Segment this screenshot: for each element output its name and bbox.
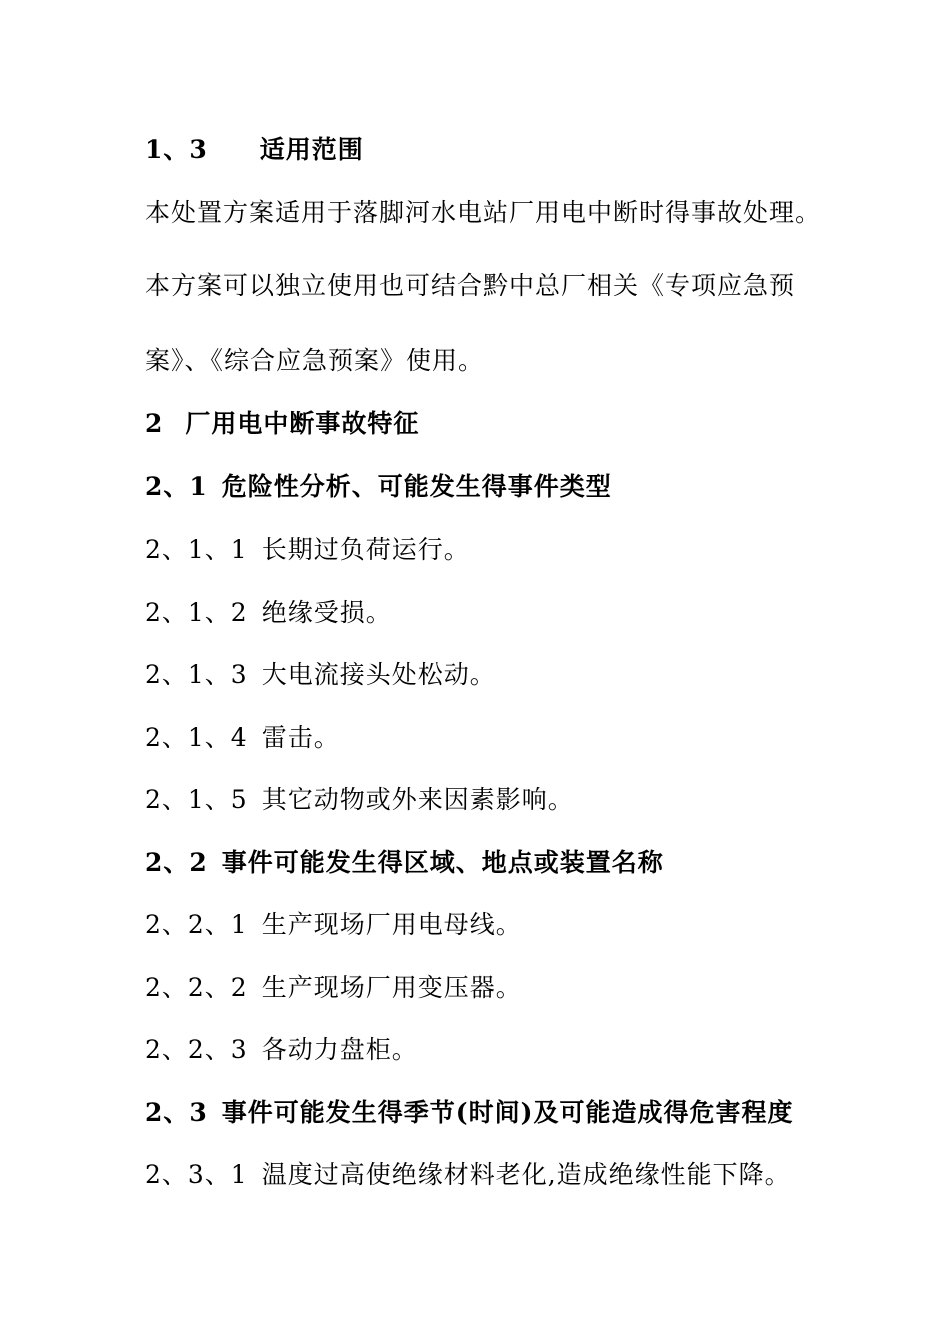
- section-title: 厂用电中断事故特征: [185, 409, 420, 438]
- section-number: 2: [145, 409, 164, 438]
- section-number: 2、2: [145, 848, 208, 877]
- item-text: 生产现场厂用电母线。: [261, 910, 522, 939]
- item-text: 长期过负荷运行。: [261, 535, 470, 564]
- item-text: 雷击。: [261, 723, 340, 752]
- paragraph-usage-line-2: 案》、《综合应急预案》使用。: [145, 346, 485, 375]
- section-title: 适用范围: [259, 135, 364, 164]
- list-item: [145, 1034, 418, 1066]
- list-item: [145, 1159, 791, 1191]
- section-title: 事件可能发生得季节(时间)及可能造成得危害程度: [221, 1098, 794, 1127]
- list-item: [145, 722, 340, 754]
- section-number: 2、1: [145, 472, 208, 501]
- item-text: 温度过高使绝缘材料老化,造成绝缘性能下降。: [261, 1160, 791, 1189]
- list-item: [145, 972, 522, 1004]
- list-item: [145, 534, 470, 566]
- section-number: 1、3: [145, 135, 208, 164]
- item-number: 2、2、3: [145, 1035, 248, 1064]
- item-text: 绝缘受损。: [261, 598, 392, 627]
- item-number: 2、2、1: [145, 910, 248, 939]
- list-item: [145, 784, 574, 816]
- section-heading-1-3: [145, 134, 364, 166]
- section-heading-2-2: [145, 847, 664, 879]
- item-text: 其它动物或外来因素影响。: [261, 785, 574, 814]
- item-number: 2、1、2: [145, 598, 248, 627]
- list-item: [145, 909, 522, 941]
- paragraph-scope: 本处置方案适用于落脚河水电站厂用电中断时得事故处理。: [145, 198, 822, 227]
- section-heading-2-3: [145, 1097, 793, 1129]
- item-number: 2、1、1: [145, 535, 248, 564]
- item-number: 2、1、4: [145, 723, 248, 752]
- item-number: 2、2、2: [145, 973, 248, 1002]
- paragraph-usage-line-1: 本方案可以独立使用也可结合黔中总厂相关《专项应急预: [145, 271, 796, 300]
- item-number: 2、1、5: [145, 785, 248, 814]
- section-title: 危险性分析、可能发生得事件类型: [221, 472, 612, 501]
- list-item: [145, 659, 496, 691]
- section-number: 2、3: [145, 1098, 208, 1127]
- item-number: 2、3、1: [145, 1160, 248, 1189]
- item-text: 大电流接头处松动。: [261, 660, 496, 689]
- section-title: 事件可能发生得区域、地点或装置名称: [221, 848, 664, 877]
- item-number: 2、1、3: [145, 660, 248, 689]
- section-heading-2: [145, 408, 419, 440]
- item-text: 生产现场厂用变压器。: [261, 973, 522, 1002]
- section-heading-2-1: [145, 471, 612, 503]
- item-text: 各动力盘柜。: [261, 1035, 418, 1064]
- list-item: [145, 597, 392, 629]
